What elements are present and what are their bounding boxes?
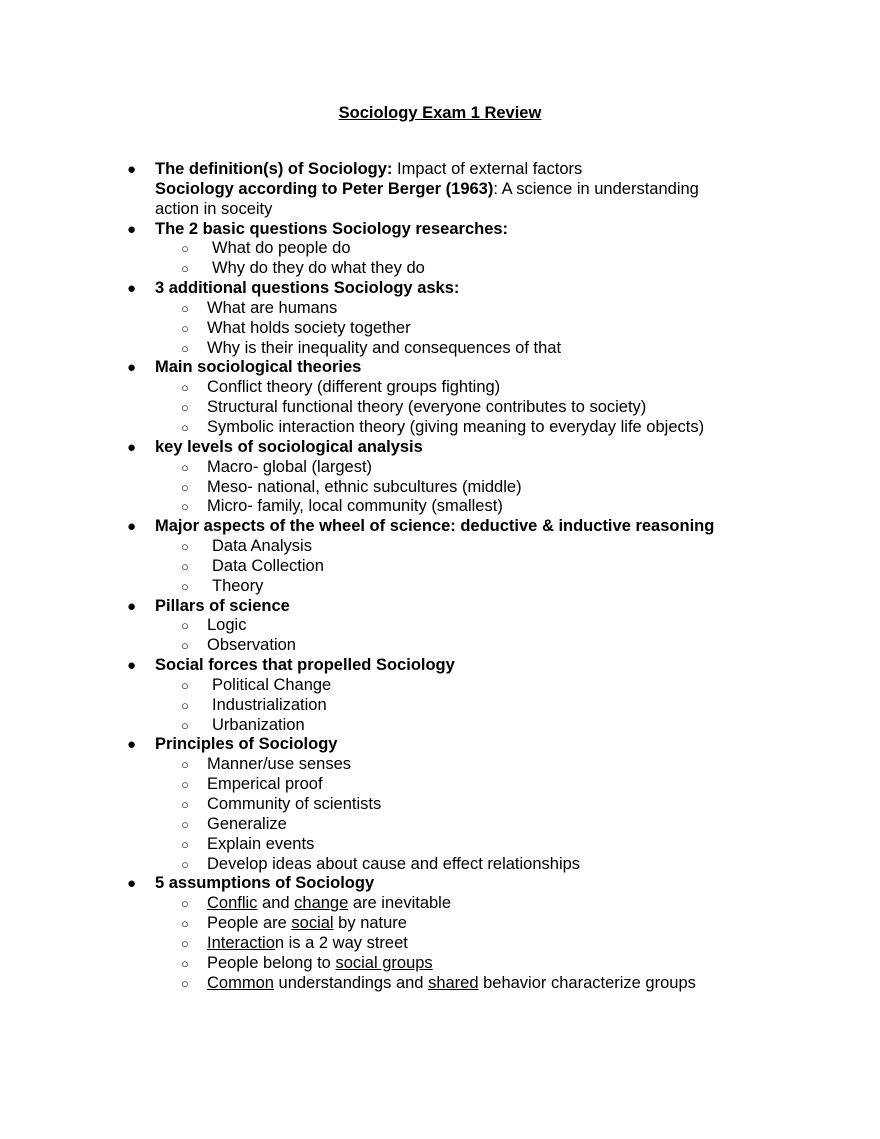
section-heading-line — [0, 358, 880, 378]
list-item-text: Conflict theory (different groups fighting) — [207, 378, 501, 397]
list-item — [0, 795, 880, 815]
continuation-bold: Sociology according to Peter Berger (1963) — [155, 179, 494, 198]
list-item — [0, 537, 880, 557]
section-heading-line — [0, 160, 880, 180]
section-heading-bold: Major aspects of the wheel of science: deductive & inductive reasoning — [155, 517, 715, 536]
sub-bullet-icon: ○ — [181, 320, 189, 336]
section-continuation — [155, 180, 699, 200]
list-item — [0, 259, 880, 279]
sub-bullet-icon: ○ — [181, 717, 189, 733]
section-heading — [155, 358, 361, 378]
list-item-text — [207, 954, 433, 974]
bullet-icon: ● — [127, 657, 137, 675]
underlined-term: social groups — [335, 953, 433, 972]
sub-bullet-icon: ○ — [181, 816, 189, 832]
underlined-term: shared — [428, 973, 479, 992]
sub-bullet-icon: ○ — [181, 578, 189, 594]
list-item — [0, 378, 880, 398]
list-item-text: Structural functional theory (everyone contributes to society) — [207, 398, 647, 417]
sub-bullet-icon: ○ — [181, 677, 189, 693]
sub-bullet-icon: ○ — [181, 261, 189, 277]
list-item-text: Explain events — [207, 834, 315, 853]
sub-bullet-icon: ○ — [181, 499, 189, 515]
section-heading-line — [0, 874, 880, 894]
section-heading — [155, 160, 582, 180]
text-segment: behavior characterize groups — [478, 973, 696, 992]
list-item — [0, 676, 880, 696]
sub-bullet-icon: ○ — [181, 955, 189, 971]
section-heading-line — [0, 735, 880, 755]
list-item-text: Why is their inequality and consequences of that — [207, 338, 562, 357]
section-heading-bold: 3 additional questions Sociology asks: — [155, 279, 460, 298]
section-heading-line — [0, 438, 880, 458]
list-item-text: Data Analysis — [212, 537, 312, 556]
bullet-icon: ● — [127, 875, 137, 893]
list-item-text: Data Collection — [212, 556, 324, 575]
bullet-icon: ● — [127, 220, 137, 238]
list-item — [0, 418, 880, 438]
list-item — [0, 398, 880, 418]
list-item-text — [207, 894, 451, 914]
section-heading-bold: The 2 basic questions Sociology researches: — [155, 219, 509, 238]
underlined-term: social — [291, 914, 334, 933]
list-item — [0, 577, 880, 597]
underlined-term: Interactio — [207, 933, 275, 952]
list-item-text: What do people do — [212, 239, 351, 258]
list-item — [0, 894, 880, 914]
bullet-icon: ● — [127, 597, 137, 615]
section-continuation-line — [0, 180, 880, 200]
list-item — [0, 716, 880, 736]
sub-bullet-icon: ○ — [181, 777, 189, 793]
list-item-text: Theory — [212, 576, 264, 595]
continuation-rest: action in soceity — [155, 199, 273, 218]
bullet-icon: ● — [127, 736, 137, 754]
list-item-text: Community of scientists — [207, 795, 382, 813]
list-item — [0, 755, 880, 775]
list-item — [0, 478, 880, 498]
section-continuation-line — [0, 200, 880, 220]
sub-bullet-icon: ○ — [181, 856, 189, 872]
text-segment: understandings and — [273, 973, 429, 992]
page-title: Sociology Exam 1 Review — [338, 104, 542, 122]
section-heading-bold: The definition(s) of Sociology: — [155, 160, 393, 178]
list-item-text: Political Change — [212, 675, 332, 694]
section-heading — [155, 874, 374, 894]
list-item-text: Meso- national, ethnic subcultures (middle) — [207, 477, 522, 496]
section-heading-bold: key levels of sociological analysis — [155, 437, 423, 456]
underlined-term: change — [294, 894, 349, 913]
list-item — [0, 497, 880, 517]
list-item — [0, 339, 880, 359]
section-heading-bold: 5 assumptions of Sociology — [155, 874, 375, 893]
section-heading-rest: Impact of external factors — [392, 160, 583, 178]
list-item-text — [207, 934, 408, 954]
section-heading — [155, 220, 508, 240]
sub-bullet-icon: ○ — [181, 697, 189, 713]
text-segment: and — [257, 894, 295, 913]
sub-bullet-icon: ○ — [181, 836, 189, 852]
list-item — [0, 974, 880, 994]
sub-bullet-icon: ○ — [181, 380, 189, 396]
bullet-icon: ● — [127, 438, 137, 456]
section-heading-line — [0, 656, 880, 676]
review-outline — [0, 160, 880, 993]
section-heading-bold: Social forces that propelled Sociology — [155, 656, 455, 675]
sub-bullet-icon: ○ — [181, 300, 189, 316]
list-item — [0, 934, 880, 954]
list-item-text: Develop ideas about cause and effect relationships — [207, 854, 581, 873]
list-item-text: Industrialization — [212, 695, 327, 714]
sub-bullet-icon: ○ — [181, 638, 189, 654]
bullet-icon: ● — [127, 280, 137, 298]
list-item-text — [207, 974, 696, 994]
section-heading — [155, 438, 423, 458]
section-heading-bold: Pillars of science — [155, 596, 290, 615]
list-item-text: Symbolic interaction theory (giving meaning to everyday life objects) — [207, 417, 705, 436]
section-heading-line — [0, 279, 880, 299]
sub-bullet-icon: ○ — [181, 757, 189, 773]
list-item-text: Macro- global (largest) — [207, 457, 373, 476]
list-item-text: Observation — [207, 636, 296, 655]
sub-bullet-icon: ○ — [181, 459, 189, 475]
section-heading-bold: Principles of Sociology — [155, 735, 338, 754]
section-heading-line — [0, 597, 880, 617]
text-segment: are inevitable — [348, 894, 452, 913]
text-segment: People are — [207, 914, 292, 933]
list-item-text: Generalize — [207, 814, 287, 833]
sub-bullet-icon: ○ — [181, 400, 189, 416]
sub-bullet-icon: ○ — [181, 558, 189, 574]
bullet-icon: ● — [127, 359, 137, 377]
list-item — [0, 775, 880, 795]
section-heading-line — [0, 517, 880, 537]
sub-bullet-icon: ○ — [181, 935, 189, 951]
list-item-text: What holds society together — [207, 318, 411, 337]
sub-bullet-icon: ○ — [181, 479, 189, 495]
sub-bullet-icon: ○ — [181, 975, 189, 991]
list-item-text: Why do they do what they do — [212, 259, 425, 278]
sub-bullet-icon: ○ — [181, 916, 189, 932]
section-heading — [155, 279, 459, 299]
list-item-text: Logic — [207, 616, 247, 635]
section-heading-line — [0, 220, 880, 240]
list-item — [0, 319, 880, 339]
list-item — [0, 557, 880, 577]
text-segment: by nature — [333, 914, 407, 933]
section-heading — [155, 517, 714, 537]
list-item — [0, 914, 880, 934]
sub-bullet-icon: ○ — [181, 340, 189, 356]
list-item-text — [207, 914, 407, 934]
list-item-text: Micro- family, local community (smallest) — [207, 497, 503, 516]
section-heading-bold: Main sociological theories — [155, 358, 362, 377]
list-item — [0, 458, 880, 478]
sub-bullet-icon: ○ — [181, 241, 189, 257]
continuation-rest: : A science in understanding — [493, 179, 699, 198]
list-item — [0, 239, 880, 259]
section-heading — [155, 597, 290, 617]
list-item — [0, 815, 880, 835]
bullet-icon: ● — [127, 161, 137, 178]
list-item — [0, 616, 880, 636]
text-segment: n is a 2 way street — [274, 933, 408, 952]
sub-bullet-icon: ○ — [181, 618, 189, 634]
underlined-term: Common — [207, 973, 274, 992]
text-segment: People belong to — [207, 953, 336, 972]
list-item — [0, 835, 880, 855]
section-continuation — [155, 200, 272, 220]
bullet-icon: ● — [127, 518, 137, 536]
section-heading — [155, 656, 455, 676]
list-item — [0, 855, 880, 875]
list-item-text: Urbanization — [212, 715, 305, 734]
sub-bullet-icon: ○ — [181, 419, 189, 435]
list-item — [0, 696, 880, 716]
sub-bullet-icon: ○ — [181, 539, 189, 555]
section-heading — [155, 735, 337, 755]
sub-bullet-icon: ○ — [181, 896, 189, 912]
sub-bullet-icon: ○ — [181, 797, 189, 812]
list-item-text: Emperical proof — [207, 775, 323, 794]
list-item — [0, 954, 880, 974]
underlined-term: Conflic — [207, 894, 258, 913]
list-item — [0, 636, 880, 656]
list-item — [0, 299, 880, 319]
list-item-text: What are humans — [207, 298, 338, 317]
list-item-text: Manner/use senses — [207, 755, 351, 774]
